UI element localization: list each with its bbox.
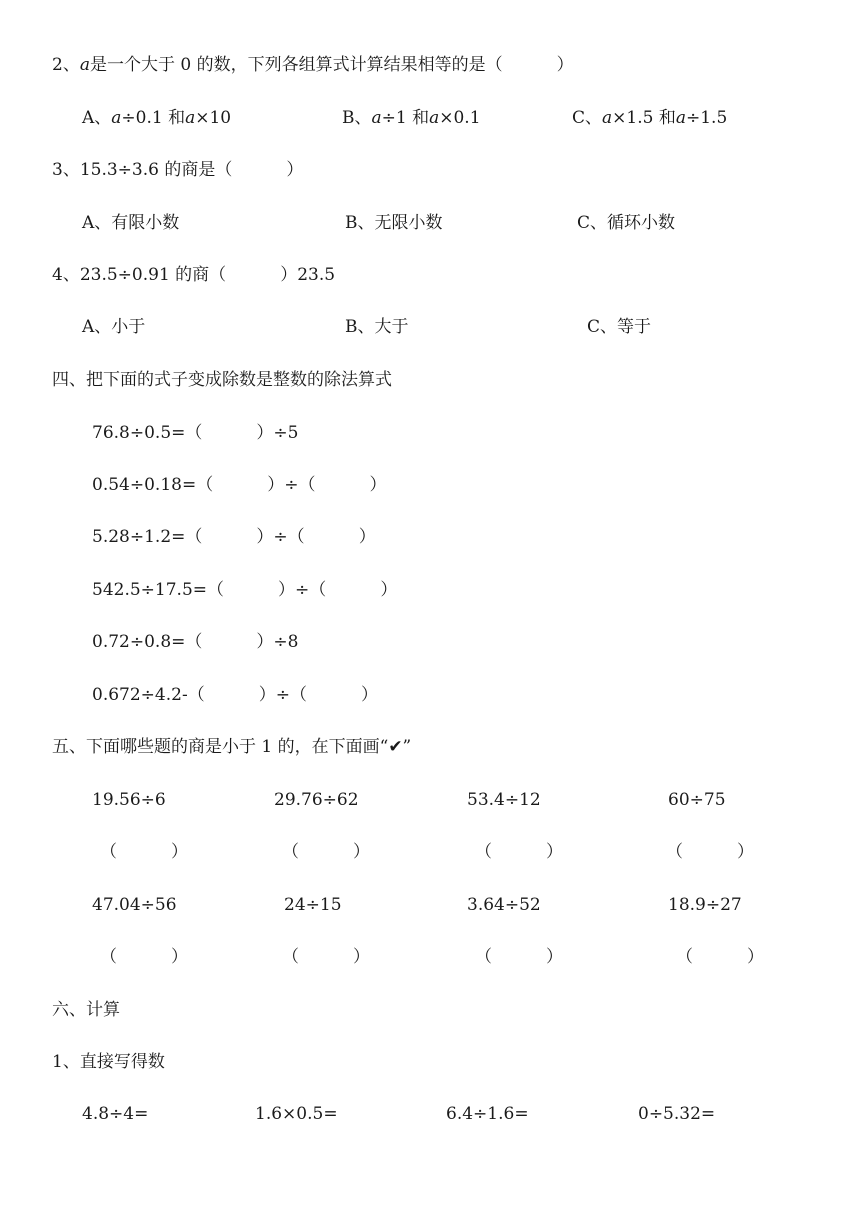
section-4-item-2: 0.54÷0.18=（ ）÷（ ） (92, 475, 387, 495)
q3-option-a: A、有限小数 (82, 213, 180, 233)
section-5-expr-3: 53.4÷12 (467, 790, 541, 810)
q2-option-b-label: B、 (342, 108, 372, 128)
q2-option-a (82, 107, 231, 129)
q2-option-b-post: ×0.1 (439, 108, 481, 128)
q3-option-b: B、无限小数 (345, 213, 443, 233)
q2-option-a-var1: a (111, 108, 122, 128)
section-5-blank-8[interactable]: （ ） (676, 947, 765, 967)
q4-option-c: C、等于 (587, 317, 652, 337)
q2-option-a-post: ×10 (195, 108, 232, 128)
q2-stem (52, 54, 574, 76)
section-4-item-5: 0.72÷0.8=（ ）÷8 (92, 632, 299, 652)
q2-number: 2、 (52, 55, 80, 75)
q2-option-c-var2: a (675, 108, 686, 128)
q2-option-b-var2: a (429, 108, 440, 128)
section-5-blank-6[interactable]: （ ） (282, 947, 371, 967)
section-5-blank-1[interactable]: （ ） (100, 842, 189, 862)
section-5-expr-5: 47.04÷56 (92, 895, 177, 915)
section-4-item-4: 542.5÷17.5=（ ）÷（ ） (92, 580, 398, 600)
q3-option-c: C、循环小数 (577, 213, 676, 233)
section-5-expr-1: 19.56÷6 (92, 790, 166, 810)
section-5-expr-8: 18.9÷27 (668, 895, 742, 915)
section-5-blank-7[interactable]: （ ） (475, 947, 564, 967)
q2-stem-text: 是一个大于 0 的数，下列各组算式计算结果相等的是（ ） (89, 55, 574, 75)
section-4-title: 四、把下面的式子变成除数是整数的除法算式 (52, 370, 392, 390)
section-5-blank-4[interactable]: （ ） (666, 842, 755, 862)
q4-option-a: A、小于 (82, 317, 146, 337)
q3-stem: 3、15.3÷3.6 的商是（ ） (52, 160, 304, 180)
section-5-blank-2[interactable]: （ ） (282, 842, 371, 862)
q2-option-a-var2: a (185, 108, 196, 128)
q4-option-b: B、大于 (345, 317, 409, 337)
q2-option-c (572, 107, 727, 129)
section-6-sub-1: 1、直接写得数 (52, 1052, 165, 1072)
section-5-title: 五、下面哪些题的商是小于 1 的，在下面画“✔” (52, 737, 412, 757)
section-5-expr-2: 29.76÷62 (274, 790, 359, 810)
q4-stem: 4、23.5÷0.91 的商（ ）23.5 (52, 265, 336, 285)
section-6-item-3: 6.4÷1.6= (446, 1104, 529, 1124)
q2-option-c-post: ÷1.5 (685, 108, 728, 128)
section-4-item-3: 5.28÷1.2=（ ）÷（ ） (92, 527, 376, 547)
section-4-item-6: 0.672÷4.2-（ ）÷（ ） (92, 685, 379, 705)
q2-variable: a (79, 55, 90, 75)
q2-option-a-label: A、 (82, 108, 112, 128)
section-6-item-2: 1.6×0.5= (255, 1104, 338, 1124)
q2-option-c-var1: a (602, 108, 613, 128)
q2-option-c-label: C、 (572, 108, 603, 128)
section-5-expr-6: 24÷15 (284, 895, 342, 915)
section-6-item-1: 4.8÷4= (82, 1104, 149, 1124)
q2-option-a-mid: ÷0.1 和 (121, 108, 186, 128)
q2-option-b-var1: a (371, 108, 382, 128)
section-5-blank-3[interactable]: （ ） (475, 842, 564, 862)
section-6-item-4: 0÷5.32= (638, 1104, 716, 1124)
section-5-blank-5[interactable]: （ ） (100, 947, 189, 967)
section-6-title: 六、计算 (52, 1000, 120, 1020)
q2-option-b-mid: ÷1 和 (381, 108, 430, 128)
section-5-expr-7: 3.64÷52 (467, 895, 541, 915)
q2-option-b (342, 107, 481, 129)
q2-option-c-mid: ×1.5 和 (612, 108, 676, 128)
section-4-item-1: 76.8÷0.5=（ ）÷5 (92, 423, 299, 443)
section-5-expr-4: 60÷75 (668, 790, 726, 810)
